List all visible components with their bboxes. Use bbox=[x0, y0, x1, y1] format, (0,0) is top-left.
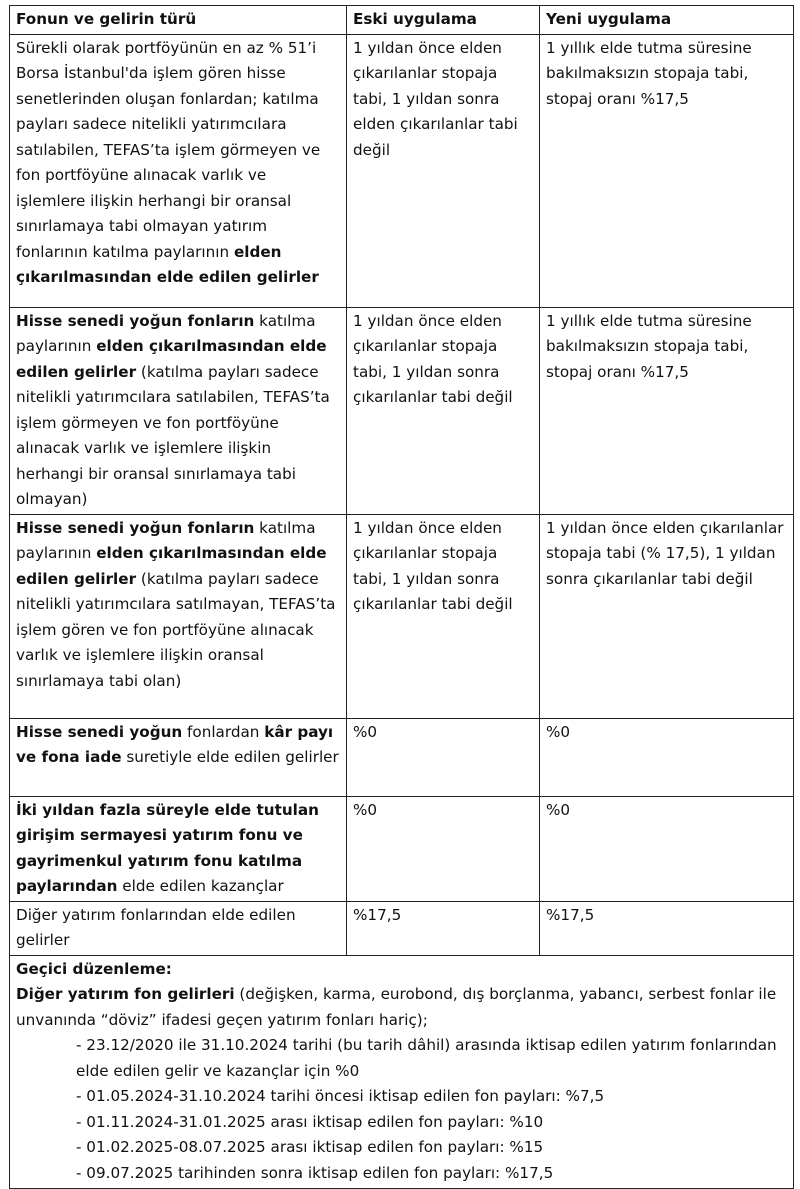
old-practice-cell: %17,5 bbox=[347, 901, 540, 955]
fund-text: katılma paylarının bbox=[16, 518, 316, 562]
table-row bbox=[10, 901, 794, 955]
fund-bold-text: elden çıkarılmasından elde edilen gelirler bbox=[16, 242, 319, 286]
fund-text: suretiyle elde edilen gelirler bbox=[121, 748, 339, 766]
fund-text: (katılma payları sadece nitelikli yatırımcılara satılabilen, TEFAS’ta işlem görmeyen ve fon portföyüne alınacak varlık ve işlemlere ilişkin herhangi bir oransal sınırlamaya tabi olmayan) bbox=[16, 362, 330, 508]
list-item: - 01.02.2025-08.07.2025 arası iktisap edilen fon payları: %15 bbox=[76, 1138, 544, 1156]
intro-bold-text: Diğer yatırım fon gelirleri bbox=[16, 985, 235, 1003]
table-row bbox=[10, 307, 794, 514]
fund-bold-text: elden çıkarılmasından elde edilen gelirler bbox=[16, 544, 327, 588]
fund-text: katılma paylarının bbox=[16, 311, 316, 355]
list-item: - 23.12/2020 ile 31.10.2024 tarihi (bu tarih dâhil) arasında iktisap edilen yatırım fonlarından elde edilen gelir ve kazançlar için %0 bbox=[76, 1036, 777, 1080]
fund-bold-text: İki yıldan fazla süreyle elde tutulan girişim sermayesi yatırım fonu ve gayrimenkul yatırım fonu katılma paylarından bbox=[16, 800, 319, 895]
header-new-practice: Yeni uygulama bbox=[540, 6, 794, 35]
fund-bold-text: Hisse senedi yoğun bbox=[16, 722, 183, 741]
fund-text: Diğer yatırım fonlarından elde edilen gelirler bbox=[16, 905, 296, 949]
fund-text: (katılma payları sadece nitelikli yatırımcılara satılmayan, TEFAS’ta işlem gören ve fon portföyüne alınacak varlık ve işlemlere ilişkin oransal sınırlamaya tabi olan) bbox=[16, 569, 336, 690]
fund-cell bbox=[10, 307, 347, 514]
new-practice-cell: %17,5 bbox=[540, 901, 794, 955]
fund-text: fonlardan bbox=[182, 722, 265, 741]
document bbox=[9, 5, 793, 1189]
header-row bbox=[10, 6, 794, 35]
old-practice-cell: 1 yıldan önce elden çıkarılanlar stopaja tabi, 1 yıldan sonra çıkarılanlar tabi değil bbox=[347, 307, 540, 514]
intro-text: (değişken, karma, eurobond, dış borçlanma, yabancı, serbest fonlar ile unvanında “döviz” ifadesi geçen yatırım fonları hariç); bbox=[16, 985, 777, 1029]
table-row bbox=[10, 796, 794, 901]
old-practice-cell: %0 bbox=[347, 796, 540, 901]
table-row bbox=[10, 718, 794, 796]
temporary-arrangement-row bbox=[10, 955, 794, 1189]
new-practice-cell: 1 yıllık elde tutma süresine bakılmaksızın stopaja tabi, stopaj oranı %17,5 bbox=[540, 34, 794, 307]
fund-cell bbox=[10, 34, 347, 307]
header-fund-type: Fonun ve gelirin türü bbox=[10, 6, 347, 35]
fund-bold-text: Hisse senedi yoğun fonların bbox=[16, 518, 255, 537]
old-practice-cell: %0 bbox=[347, 718, 540, 796]
table-row bbox=[10, 514, 794, 718]
list-item: - 09.07.2025 tarihinden sonra iktisap edilen fon payları: %17,5 bbox=[76, 1163, 554, 1182]
bullet-list bbox=[16, 1033, 787, 1186]
list-item: - 01.11.2024-31.01.2025 arası iktisap edilen fon payları: %10 bbox=[76, 1112, 544, 1131]
header-old-practice: Eski uygulama bbox=[347, 6, 540, 35]
new-practice-cell: 1 yıldan önce elden çıkarılanlar stopaja tabi (% 17,5), 1 yıldan sonra çıkarılanlar tabi değil bbox=[540, 514, 794, 718]
temporary-arrangement-title: Geçici düzenleme: bbox=[16, 959, 172, 978]
fund-cell bbox=[10, 796, 347, 901]
fund-bold-text: elden çıkarılmasından elde edilen gelirler bbox=[16, 337, 327, 381]
list-item: - 01.05.2024-31.10.2024 tarihi öncesi iktisap edilen fon payları: %7,5 bbox=[76, 1087, 605, 1105]
fund-text: elde edilen kazançlar bbox=[117, 877, 284, 895]
new-practice-cell: %0 bbox=[540, 796, 794, 901]
temporary-arrangement-intro bbox=[16, 982, 787, 1033]
fund-cell bbox=[10, 901, 347, 955]
fund-cell bbox=[10, 718, 347, 796]
new-practice-cell: %0 bbox=[540, 718, 794, 796]
fund-text: Sürekli olarak portföyünün en az % 51’i Borsa İstanbul'da işlem gören hisse senetlerinden oluşan fonlardan; katılma payları sadece nitelikli yatırımcılara satılabilen, TEFAS’ta işlem görmeyen ve fon portföyüne alınacak varlık ve işlemlere ilişkin herhangi bir oransal sınırlamaya tabi olmayan yatırım fonlarının katılma paylarının bbox=[16, 38, 321, 261]
fund-cell bbox=[10, 514, 347, 718]
new-practice-cell: 1 yıllık elde tutma süresine bakılmaksızın stopaja tabi, stopaj oranı %17,5 bbox=[540, 307, 794, 514]
temporary-arrangement-cell bbox=[10, 955, 794, 1189]
table-row bbox=[10, 34, 794, 307]
fund-bold-text: kâr payı ve fona iade bbox=[16, 722, 334, 766]
old-practice-cell: 1 yıldan önce elden çıkarılanlar stopaja tabi, 1 yıldan sonra çıkarılanlar tabi değil bbox=[347, 514, 540, 718]
tax-comparison-table bbox=[9, 5, 794, 1189]
fund-bold-text: Hisse senedi yoğun fonların bbox=[16, 311, 255, 330]
old-practice-cell: 1 yıldan önce elden çıkarılanlar stopaja tabi, 1 yıldan sonra elden çıkarılanlar tabi değil bbox=[347, 34, 540, 307]
